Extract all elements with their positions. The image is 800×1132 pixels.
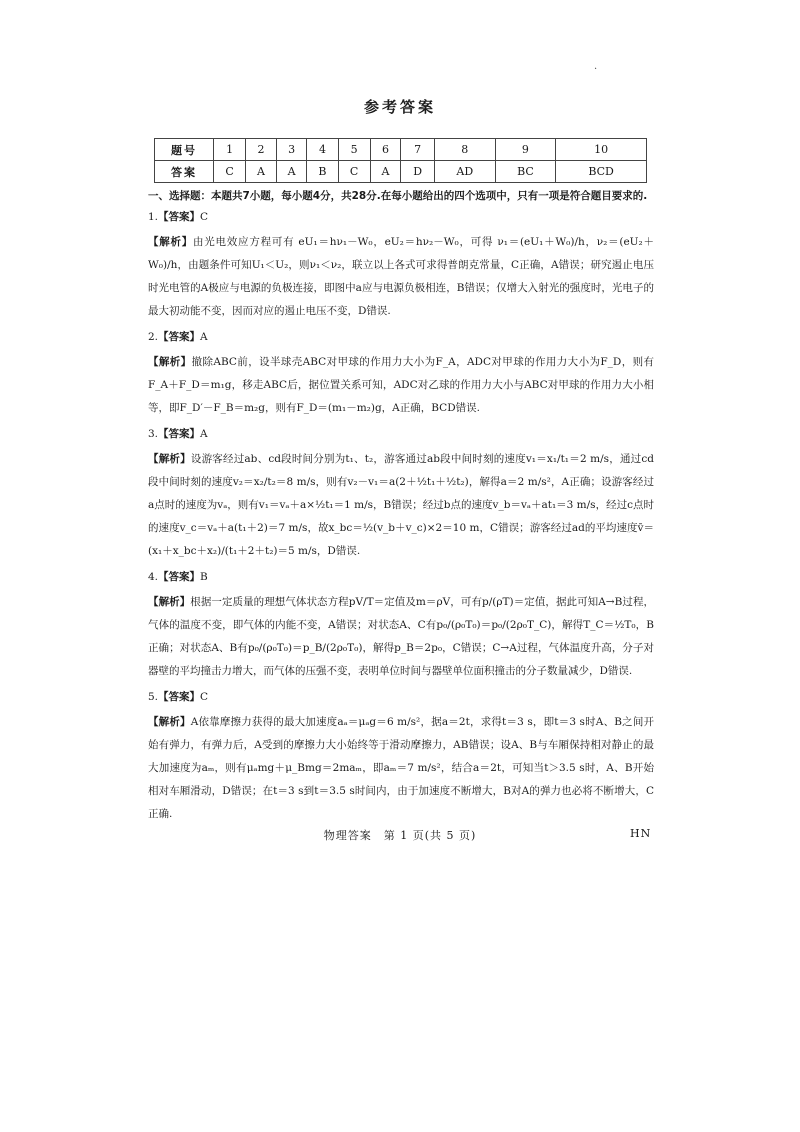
answer-value: A — [200, 331, 208, 343]
answer-cell: C — [338, 161, 370, 183]
analysis-paragraph — [148, 448, 654, 563]
answer-tag: 【答案】 — [158, 428, 201, 440]
analysis-text: 撤除ABC前，设半球壳ABC对甲球的作用力大小为F_A，ADC对甲球的作用力大小为F_D，则有F_A＋F_D＝m₁g，移走ABC后，据位置关系可知，ADC对乙球的作用力大小与ABC对甲球的作用力大小相等，即F_D′－F_B＝m₂g，则有F_D＝(m₁－m₂)g，A正确，BCD错误. — [148, 356, 655, 414]
page-title: 参考答案 — [363, 98, 436, 116]
answer-tag: 【答案】 — [158, 331, 201, 343]
answer-line — [148, 329, 654, 345]
analysis-text: A依靠摩擦力获得的最大加速度aₐ＝μₐg＝6 m/s²，据a＝2t，求得t＝3 s，即t＝3 s时A、B之间开始有弹力，有弹力后，A受到的摩擦力大小始终等于滑动摩擦力，AB错误；设A、B与车厢保持相对静止的最大加速度为aₘ，则有μₐmg＋μ_Bmg＝2maₘ，即aₘ＝7 m/s²，结合a＝2t，可知当t＞3.5 s时，A、B开始相对车厢滑动，D错误；在t＝3 s到t＝3.5 s时间内，由于加速度不断增大，B对A的弹力也必将不断增大，C正确. — [148, 716, 655, 820]
answer-line — [148, 209, 654, 225]
analysis-tag: 【解析】 — [148, 356, 192, 368]
question-number: 3. — [148, 428, 159, 440]
footer-code: HN — [630, 827, 652, 840]
question-number-cell: 1 — [214, 139, 246, 161]
analysis-text: 根据一定质量的理想气体状态方程pV/T＝定值及m＝ρV，可有p/(ρT)＝定值，据此可知A→B过程，气体的温度不变，即气体的内能不变，A错误；对状态A、C有p₀/(ρ₀T₀)＝p₀/(2ρ₀T_C)，解得T_C＝½T₀，B正确；对状态A、B有p₀/(ρ₀T₀)＝p_B/(2ρ₀T₀)，解得p_B＝2p₀，C错误；C→A过程，气体温度升高，分子对器壁的平均撞击力增大，而气体的压强不变，表明单位时间与器壁单位面积撞击的分子数量减少，D错误. — [148, 596, 655, 677]
answer-cell: AD — [434, 161, 495, 183]
answer-line — [148, 569, 654, 585]
answer-value: C — [200, 691, 209, 703]
question-number: 2. — [148, 331, 159, 343]
solutions-body — [148, 188, 654, 832]
analysis-paragraph — [148, 231, 654, 323]
answer-tag: 【答案】 — [158, 571, 201, 583]
analysis-text: 由光电效应方程可有 eU₁＝hν₁－W₀，eU₂＝hν₂－W₀，可得 ν₁＝(eU₁＋W₀)/h，ν₂＝(eU₂＋W₀)/h，由题条件可知U₁＜U₂，则ν₁＜ν₂，联立以上各式可求得普朗克常量，C正确，A错误；研究遏止电压时光电管的A极应与电源的负极连接，即图中a应与电源负极相连，B错误；仅增大入射光的强度时，光电子的最大初动能不变，因而对应的遏止电压不变，D错误. — [148, 236, 654, 317]
answer-value: A — [200, 428, 208, 440]
question-number-cell: 7 — [401, 139, 435, 161]
answer-cell: BC — [495, 161, 556, 183]
question-number-cell: 6 — [370, 139, 401, 161]
answer-cell: BCD — [556, 161, 647, 183]
question-number-cell: 4 — [307, 139, 338, 161]
question-number-cell: 2 — [246, 139, 277, 161]
analysis-text: 设游客经过ab、cd段时间分别为t₁、t₂，游客通过ab段中间时刻的速度v₁＝x₁/t₁＝2 m/s，通过cd段中间时刻的速度v₂＝x₂/t₂＝8 m/s，则有v₂－v₁＝a(2＋½t₁＋½t₂)，解得a＝2 m/s²，A正确；设游客经过a点时的速度为vₐ，则有v₁＝vₐ＋a×½t₁＝1 m/s，B错误；经过b点的速度v_b＝vₐ＋at₁＝3 m/s，经过c点时的速度v_c＝vₐ＋a(t₁＋2)＝7 m/s，故x_bc＝½(v_b＋v_c)×2＝10 m，C错误；游客经过ad的平均速度v̄＝(x₁＋x_bc＋x₂)/(t₁＋2＋t₂)＝5 m/s，D错误. — [148, 453, 655, 557]
analysis-paragraph — [148, 711, 654, 826]
answer-table-answer-row — [155, 161, 647, 183]
question-block-2 — [148, 329, 654, 420]
answer-cell: C — [214, 161, 246, 183]
question-block-5 — [148, 689, 654, 826]
question-number: 1. — [148, 211, 159, 223]
question-block-3 — [148, 426, 654, 563]
page-footer: 物理答案 第 1 页(共 5 页) — [323, 829, 477, 842]
answer-table-number-row — [155, 139, 647, 161]
analysis-tag: 【解析】 — [148, 596, 191, 608]
answer-tag: 【答案】 — [158, 211, 201, 223]
analysis-tag: 【解析】 — [148, 716, 191, 728]
answer-table — [154, 138, 647, 183]
answer-tag: 【答案】 — [158, 691, 201, 703]
answer-line — [148, 426, 654, 442]
answer-cell: A — [370, 161, 401, 183]
analysis-tag: 【解析】 — [148, 236, 194, 248]
answer-line — [148, 689, 654, 705]
question-block-4 — [148, 569, 654, 683]
question-number-cell: 8 — [434, 139, 495, 161]
answer-cell: B — [307, 161, 338, 183]
analysis-paragraph — [148, 351, 654, 420]
question-number-cell: 3 — [276, 139, 307, 161]
question-number-cell: 9 — [495, 139, 556, 161]
answer-cell: A — [276, 161, 307, 183]
answer-value: B — [200, 571, 208, 583]
answer-value: C — [200, 211, 209, 223]
analysis-tag: 【解析】 — [148, 453, 191, 465]
answer-cell: D — [401, 161, 435, 183]
row-label-number: 题号 — [155, 139, 214, 161]
analysis-paragraph — [148, 591, 654, 683]
question-number-cell: 5 — [338, 139, 370, 161]
question-number: 5. — [148, 691, 159, 703]
row-label-answer: 答案 — [155, 161, 214, 183]
question-number-cell: 10 — [556, 139, 647, 161]
question-number: 4. — [148, 571, 159, 583]
section-heading: 一、选择题：本题共7小题，每小题4分，共28分.在每小题给出的四个选项中，只有一项是符合题目要求的. — [148, 190, 648, 202]
answer-cell: A — [246, 161, 277, 183]
scan-speck: · — [594, 64, 598, 75]
question-block-1 — [148, 209, 654, 323]
